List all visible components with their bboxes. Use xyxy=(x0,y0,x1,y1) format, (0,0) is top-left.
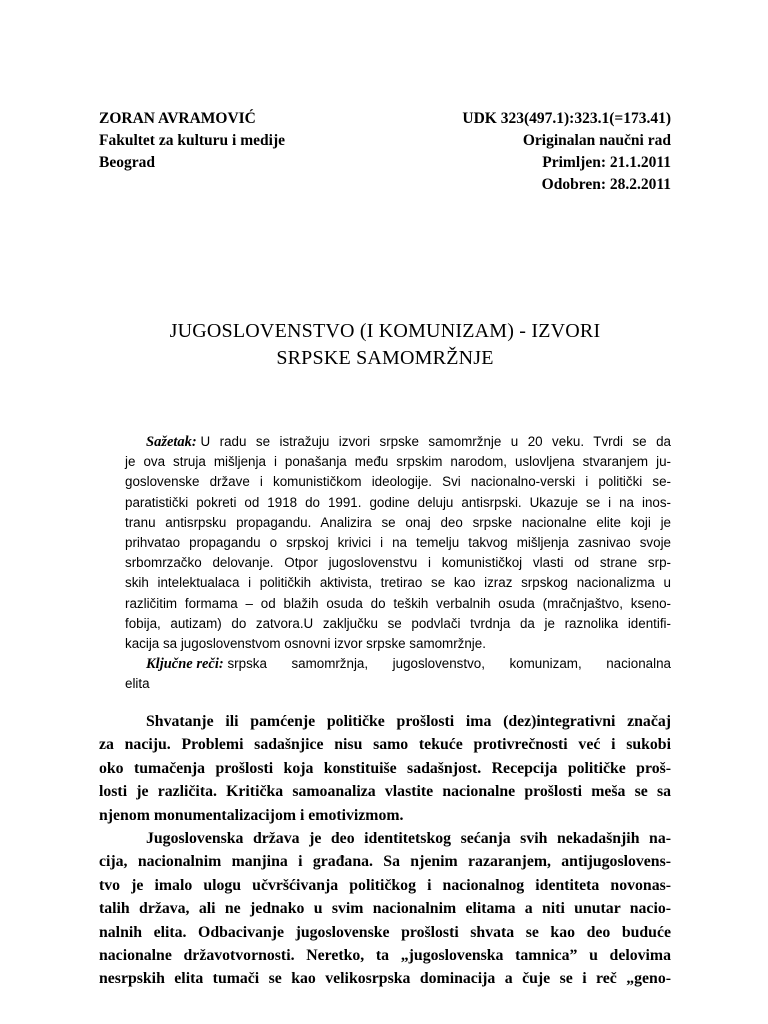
author-affiliation: Fakultet za kulturu i medije xyxy=(99,132,285,149)
keywords-line: elita xyxy=(125,676,150,692)
paragraph-line: Shvatanje ili pamćenje političke prošlosti ima (dez)integrativni značaj xyxy=(146,713,671,730)
udk-code: UDK 323(497.1):323.1(=173.41) xyxy=(462,110,671,127)
paragraph-line: nalnih elita. Odbacivanje jugoslovenske prošlosti shvata se kao deo buduće xyxy=(99,923,671,941)
paragraph-line: njenom monumentalizacijom i emotivizmom. xyxy=(99,806,404,824)
paragraph-line: tvo je imalo ulogu učvršćivanja političkog i nacionalnog identiteta novonas- xyxy=(99,876,671,894)
paragraph-line: talih država, ali ne jednako u svim nacionalnim elitama a niti unutar nacio- xyxy=(99,900,671,918)
abstract-line: tranu antisrpsku propagandu. Analizira se onaj deo srpske nacionalne elite koji je xyxy=(125,514,671,530)
keywords-line xyxy=(125,654,671,674)
abstract-line: kacija sa jugoslovenstvom osnovni izvor srpske samomržnje. xyxy=(125,636,486,652)
paragraph-line: nacionalne državotvornosti. Neretko, ta „jugoslovenska tamnica” u delovima xyxy=(99,947,671,965)
approved-date: Odobren: 28.2.2011 xyxy=(541,176,671,193)
abstract xyxy=(125,432,671,695)
abstract-line: fobija, autizam) do zatvora.U zaključku se podvlači tvrdnja da je raznolika identifi- xyxy=(125,615,671,631)
paper-type: Originalan naučni rad xyxy=(522,132,671,149)
paragraph-line: cija, nacionalnim manjina i građana. Sa njenim razaranjem, antijugoslovens- xyxy=(99,853,671,871)
keywords-label: Ključne reči: xyxy=(146,656,224,673)
abstract-line: srbomrzačko delovanje. Otpor jugoslovenstvu i komunističkoj vlasti od strane srp- xyxy=(125,555,671,571)
abstract-line: je ova struja mišljenja i ponašanja među srpskim narodom, uslovljena stvaranjem ju- xyxy=(125,454,671,470)
abstract-line: prihvatao propagandu o srpskoj krivici i na temelju takvog mišljenja zasnivao svoje xyxy=(125,535,671,551)
title-line: JUGOSLOVENSTVO (I KOMUNIZAM) - IZVORI xyxy=(169,320,601,342)
abstract-line: paratistički pokreti od 1918 do 1991. godine deluju antisrpski. Ukazuje se i na inos- xyxy=(125,494,671,510)
keywords-text: srpska samomržnja, jugoslovenstvo, komunizam, nacionalna xyxy=(227,656,671,672)
paragraph-line: za naciju. Problemi sadašnjice nisu samo tekuće protivrečnosti već i sukobi xyxy=(99,736,671,754)
article-title xyxy=(99,318,671,372)
paragraph-line: nesrpskih elita tumači se kao velikosrpska dominacija a čuje se i reč „geno- xyxy=(99,970,671,988)
paragraph-line: Jugoslovenska država je deo identitetskog sećanja svih nekadašnjih na- xyxy=(146,830,671,848)
abstract-line: goslovenske države i komunističkom ideologije. Svi nacionalno-verski i politički se- xyxy=(125,474,671,490)
paragraph-line: losti je različita. Kritička samoanaliza vlastite nacionalne prošlosti meša se sa xyxy=(99,783,671,801)
publication-info xyxy=(462,108,671,196)
received-date: Primljen: 21.1.2011 xyxy=(542,154,671,171)
author-name: ZORAN AVRAMOVIĆ xyxy=(99,110,256,127)
body-text xyxy=(99,710,671,991)
author-block xyxy=(99,108,285,174)
abstract-line: Sažetak: U radu se istražuju izvori srpske samomržnje u 20 veku. Tvrdi se da xyxy=(125,432,671,452)
abstract-label: Sažetak: xyxy=(146,434,197,450)
abstract-line: skih intelektualaca i političkih aktivista, tretirao se kao izraz srpskog nacionalizma u xyxy=(125,575,671,591)
author-city: Beograd xyxy=(99,154,155,171)
title-line: SRPSKE SAMOMRŽNJE xyxy=(276,347,494,369)
paragraph-line: oko tumačenja prošlosti koja konstituiše sadašnjost. Recepcija političke proš- xyxy=(99,759,671,777)
abstract-line: različitim formama – od blažih osuda do teških verbalnih osuda (mračnjaštvo, kseno- xyxy=(125,595,671,611)
